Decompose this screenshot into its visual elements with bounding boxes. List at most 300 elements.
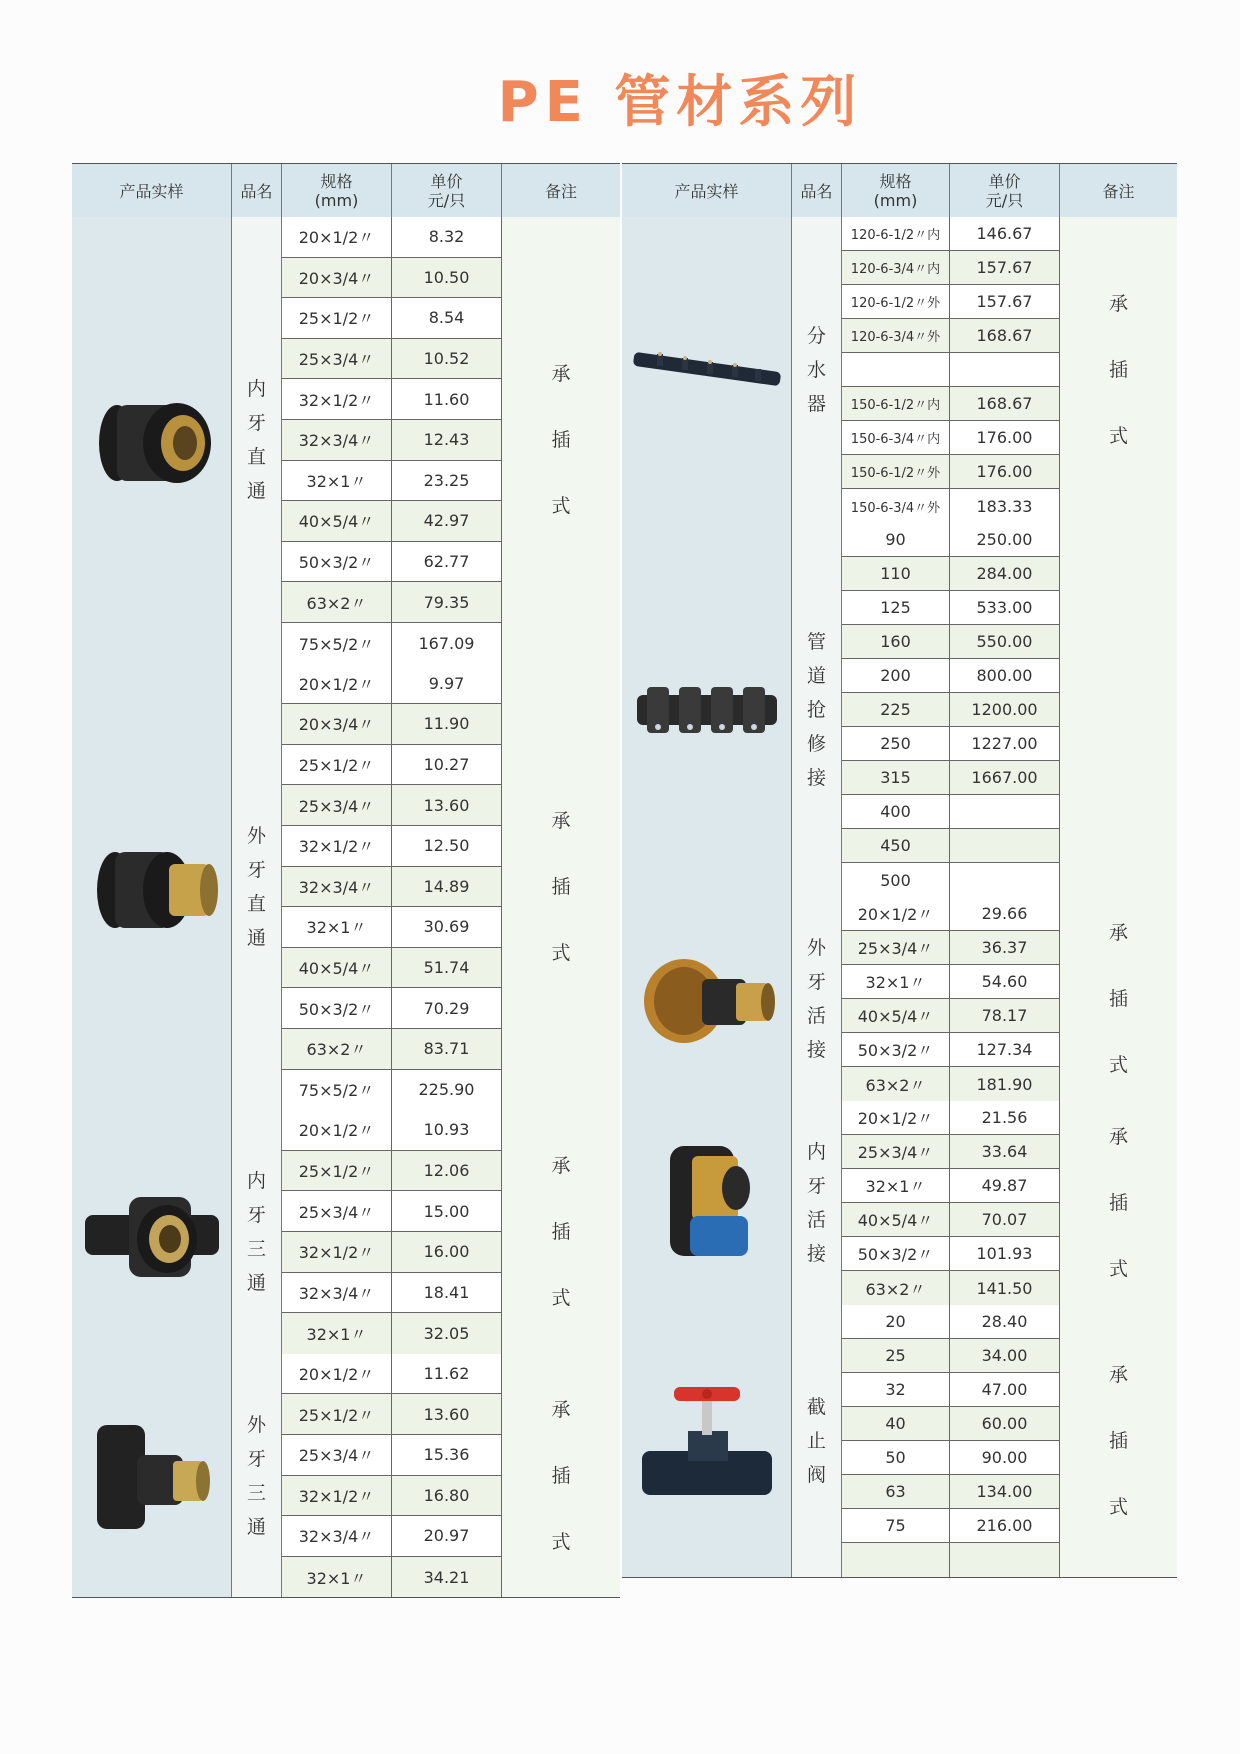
price-cell: 13.60 xyxy=(392,785,502,825)
table-row xyxy=(282,542,502,583)
spec-cell: 150-6-3/4〃内 xyxy=(842,421,950,454)
price-cell: 12.50 xyxy=(392,826,502,866)
note-char: 式 xyxy=(551,495,571,518)
product-name-char: 截 xyxy=(806,1396,826,1418)
spec-cell: 450 xyxy=(842,829,950,862)
spec-cell: 32×1〃 xyxy=(842,965,950,998)
product-image xyxy=(627,310,787,430)
price-cell: 101.93 xyxy=(950,1237,1060,1270)
note-cell xyxy=(1060,523,1177,897)
product-image xyxy=(77,375,227,505)
product-name-char: 止 xyxy=(806,1430,826,1452)
table-row xyxy=(282,1516,502,1557)
product-photo xyxy=(622,897,792,1101)
table-row xyxy=(842,999,1060,1033)
product-name-char: 通 xyxy=(246,480,266,503)
note-char: 插 xyxy=(1108,988,1128,1010)
table-row xyxy=(282,1191,502,1232)
table-row xyxy=(842,1033,1060,1067)
spec-cell: 32×1/2〃 xyxy=(282,826,392,866)
table-row xyxy=(282,298,502,339)
note-char: 插 xyxy=(551,1220,571,1243)
table-header xyxy=(72,163,620,219)
spec-cell: 32×3/4〃 xyxy=(282,420,392,460)
spec-cell: 120-6-3/4〃内 xyxy=(842,251,950,284)
product-name xyxy=(232,1110,282,1354)
header-price: 单价 元/只 xyxy=(950,164,1060,218)
product-name-char: 牙 xyxy=(246,858,266,881)
price-cell: 146.67 xyxy=(950,217,1060,250)
price-cell: 11.60 xyxy=(392,379,502,419)
table-row xyxy=(842,1475,1060,1509)
spec-cell: 32 xyxy=(842,1373,950,1406)
product-name xyxy=(792,217,842,523)
spec-cell: 40×5/4〃 xyxy=(842,1203,950,1236)
product-name-char: 外 xyxy=(246,1413,266,1436)
spec-cell: 20×1/2〃 xyxy=(842,897,950,930)
product-name-char: 牙 xyxy=(806,971,826,993)
note-cell xyxy=(1060,217,1177,523)
product-name-char: 通 xyxy=(246,1515,266,1538)
spec-cell: 25×3/4〃 xyxy=(842,1135,950,1168)
spec-cell: 40×5/4〃 xyxy=(842,999,950,1032)
spec-cell: 150-6-1/2〃外 xyxy=(842,455,950,488)
price-cell: 49.87 xyxy=(950,1169,1060,1202)
spec-cell: 63×2〃 xyxy=(842,1067,950,1101)
spec-cell: 25×3/4〃 xyxy=(282,1435,392,1475)
product-name-char: 分 xyxy=(806,325,826,347)
product-name-char: 外 xyxy=(246,824,266,847)
table-row xyxy=(282,501,502,542)
table-row xyxy=(282,582,502,623)
price-cell: 157.67 xyxy=(950,285,1060,318)
product-name xyxy=(792,1101,842,1305)
note-char: 插 xyxy=(1108,1430,1128,1452)
product-name-char: 活 xyxy=(806,1005,826,1027)
header-name: 品名 xyxy=(792,164,842,218)
price-cell: 250.00 xyxy=(950,523,1060,556)
price-cell: 54.60 xyxy=(950,965,1060,998)
note-char: 插 xyxy=(551,875,571,898)
price-cell: 15.00 xyxy=(392,1191,502,1231)
price-cell: 168.67 xyxy=(950,387,1060,420)
price-cell: 29.66 xyxy=(950,897,1060,930)
product-photo xyxy=(72,1110,232,1354)
spec-cell xyxy=(842,353,950,386)
price-cell: 11.62 xyxy=(392,1354,502,1394)
product-photo xyxy=(72,664,232,1111)
note-cell xyxy=(502,1110,620,1354)
spec-cell: 90 xyxy=(842,523,950,556)
price-cell: 181.90 xyxy=(950,1067,1060,1101)
price-cell: 42.97 xyxy=(392,501,502,541)
table-row xyxy=(282,379,502,420)
table-row xyxy=(842,557,1060,591)
table-row xyxy=(282,1435,502,1476)
spec-cell: 63×2〃 xyxy=(842,1271,950,1305)
note-char: 承 xyxy=(551,363,571,386)
note-char: 承 xyxy=(1108,1364,1128,1386)
price-cell: 216.00 xyxy=(950,1509,1060,1542)
price-cell: 800.00 xyxy=(950,659,1060,692)
table-row xyxy=(842,1407,1060,1441)
table-row xyxy=(842,1237,1060,1271)
spec-cell: 200 xyxy=(842,659,950,692)
table-row xyxy=(282,1476,502,1517)
table-row xyxy=(282,1273,502,1314)
product-name-char: 接 xyxy=(806,767,826,789)
note-char: 式 xyxy=(1108,1258,1128,1280)
table-row xyxy=(842,591,1060,625)
price-cell xyxy=(950,795,1060,828)
price-cell xyxy=(950,1543,1060,1577)
price-cell: 141.50 xyxy=(950,1271,1060,1305)
price-cell: 8.54 xyxy=(392,298,502,338)
note-cell xyxy=(1060,897,1177,1101)
table-row xyxy=(282,1313,502,1354)
product-name xyxy=(232,664,282,1111)
note-char: 式 xyxy=(1108,1496,1128,1518)
table-row xyxy=(282,1557,502,1598)
table-row xyxy=(282,339,502,380)
note-char: 式 xyxy=(1108,1054,1128,1076)
table-row xyxy=(842,829,1060,863)
product-group xyxy=(72,664,620,1112)
spec-cell: 20×1/2〃 xyxy=(842,1101,950,1134)
table-row xyxy=(842,455,1060,489)
product-name-char: 通 xyxy=(246,926,266,949)
spec-cell: 500 xyxy=(842,863,950,897)
price-cell: 70.29 xyxy=(392,988,502,1028)
product-photo xyxy=(622,1305,792,1577)
price-cell: 11.90 xyxy=(392,704,502,744)
spec-cell: 250 xyxy=(842,727,950,760)
table-row xyxy=(282,745,502,786)
price-cell xyxy=(950,863,1060,897)
price-cell: 127.34 xyxy=(950,1033,1060,1066)
note-char: 式 xyxy=(551,941,571,964)
spec-cell: 63×2〃 xyxy=(282,582,392,622)
product-name xyxy=(792,1305,842,1577)
table-row xyxy=(842,727,1060,761)
table-row xyxy=(282,1070,502,1111)
price-cell: 33.64 xyxy=(950,1135,1060,1168)
price-cell: 1227.00 xyxy=(950,727,1060,760)
table-row xyxy=(842,625,1060,659)
spec-cell xyxy=(842,1543,950,1577)
price-cell: 183.33 xyxy=(950,489,1060,523)
spec-cell: 25×1/2〃 xyxy=(282,745,392,785)
product-name-char: 牙 xyxy=(246,1447,266,1470)
price-cell: 533.00 xyxy=(950,591,1060,624)
price-cell: 12.06 xyxy=(392,1151,502,1191)
table-row xyxy=(842,1135,1060,1169)
price-cell: 83.71 xyxy=(392,1029,502,1069)
table-row xyxy=(282,907,502,948)
spec-cell: 32×1〃 xyxy=(282,907,392,947)
table-row xyxy=(842,387,1060,421)
spec-cell: 120-6-1/2〃内 xyxy=(842,217,950,250)
price-cell: 550.00 xyxy=(950,625,1060,658)
price-cell: 20.97 xyxy=(392,1516,502,1556)
price-cell: 51.74 xyxy=(392,948,502,988)
spec-cell: 75×5/2〃 xyxy=(282,623,392,664)
note-char: 插 xyxy=(1108,359,1128,381)
spec-cell: 225 xyxy=(842,693,950,726)
spec-cell: 20×3/4〃 xyxy=(282,704,392,744)
table-row xyxy=(282,826,502,867)
product-name-char: 通 xyxy=(246,1271,266,1294)
spec-cell: 25×1/2〃 xyxy=(282,1394,392,1434)
spec-cell: 25×1/2〃 xyxy=(282,1151,392,1191)
table-row xyxy=(842,795,1060,829)
product-name-char: 器 xyxy=(806,393,826,415)
table-row xyxy=(842,1339,1060,1373)
spec-cell: 25×1/2〃 xyxy=(282,298,392,338)
table-row xyxy=(282,1394,502,1435)
price-cell: 28.40 xyxy=(950,1305,1060,1338)
product-image xyxy=(77,1167,227,1297)
product-name-char: 活 xyxy=(806,1209,826,1231)
price-cell: 167.09 xyxy=(392,623,502,664)
spec-cell: 40×5/4〃 xyxy=(282,501,392,541)
note-cell xyxy=(502,664,620,1111)
header-spec: 规格 (mm) xyxy=(282,164,392,218)
spec-cell: 120-6-1/2〃外 xyxy=(842,285,950,318)
table-row xyxy=(282,785,502,826)
price-cell: 1667.00 xyxy=(950,761,1060,794)
price-cell: 18.41 xyxy=(392,1273,502,1313)
price-cell: 23.25 xyxy=(392,461,502,501)
header-spec: 规格 (mm) xyxy=(842,164,950,218)
price-cell: 36.37 xyxy=(950,931,1060,964)
spec-cell: 50 xyxy=(842,1441,950,1474)
product-image xyxy=(632,1128,782,1278)
spec-cell: 63×2〃 xyxy=(282,1029,392,1069)
spec-cell: 50×3/2〃 xyxy=(282,542,392,582)
price-cell: 34.21 xyxy=(392,1557,502,1598)
spec-cell: 315 xyxy=(842,761,950,794)
price-cell: 176.00 xyxy=(950,421,1060,454)
spec-cell: 75 xyxy=(842,1509,950,1542)
product-name-char: 接 xyxy=(806,1243,826,1265)
note-char: 式 xyxy=(551,1530,571,1553)
table-row xyxy=(842,1441,1060,1475)
spec-cell: 50×3/2〃 xyxy=(282,988,392,1028)
table-row xyxy=(842,863,1060,897)
table-row xyxy=(842,1373,1060,1407)
product-name-char: 直 xyxy=(246,446,266,469)
price-cell: 30.69 xyxy=(392,907,502,947)
product-name-char: 牙 xyxy=(246,412,266,435)
note-cell xyxy=(502,1354,620,1598)
spec-cell: 125 xyxy=(842,591,950,624)
table-row xyxy=(282,988,502,1029)
spec-cell: 160 xyxy=(842,625,950,658)
price-cell: 78.17 xyxy=(950,999,1060,1032)
table-row xyxy=(842,251,1060,285)
table-row xyxy=(282,704,502,745)
product-group xyxy=(622,1101,1177,1306)
price-cell: 168.67 xyxy=(950,319,1060,352)
spec-cell: 25×3/4〃 xyxy=(282,1191,392,1231)
table-row xyxy=(282,1151,502,1192)
product-group xyxy=(72,1110,620,1355)
product-name-char: 内 xyxy=(246,1169,266,1192)
spec-cell: 32×1/2〃 xyxy=(282,1232,392,1272)
spec-cell: 32×1〃 xyxy=(282,461,392,501)
price-cell: 70.07 xyxy=(950,1203,1060,1236)
note-char: 承 xyxy=(551,809,571,832)
product-photo xyxy=(622,523,792,897)
price-cell: 79.35 xyxy=(392,582,502,622)
table-row xyxy=(842,1509,1060,1543)
header-photo: 产品实样 xyxy=(72,164,232,218)
spec-cell: 20 xyxy=(842,1305,950,1338)
price-cell: 176.00 xyxy=(950,455,1060,488)
price-cell: 16.80 xyxy=(392,1476,502,1516)
spec-cell: 150-6-1/2〃内 xyxy=(842,387,950,420)
page-title: PE 管材系列 xyxy=(497,70,863,135)
product-name-char: 水 xyxy=(806,359,826,381)
table-row xyxy=(842,965,1060,999)
price-cell: 12.43 xyxy=(392,420,502,460)
product-name-char: 牙 xyxy=(246,1203,266,1226)
note-cell xyxy=(1060,1305,1177,1577)
right-table xyxy=(622,163,1177,1585)
spec-cell: 32×3/4〃 xyxy=(282,867,392,907)
product-group xyxy=(72,1354,620,1599)
spec-cell: 20×3/4〃 xyxy=(282,258,392,298)
price-cell: 1200.00 xyxy=(950,693,1060,726)
spec-cell: 63 xyxy=(842,1475,950,1508)
spec-cell: 32×1〃 xyxy=(842,1169,950,1202)
table-row xyxy=(842,285,1060,319)
spec-cell: 40 xyxy=(842,1407,950,1440)
table-row xyxy=(282,1110,502,1151)
note-char: 承 xyxy=(551,1154,571,1177)
price-cell: 13.60 xyxy=(392,1394,502,1434)
product-name-char: 内 xyxy=(246,378,266,401)
product-name-char: 直 xyxy=(246,892,266,915)
price-cell: 10.50 xyxy=(392,258,502,298)
product-image xyxy=(632,1361,782,1521)
product-group xyxy=(622,217,1177,524)
product-name-char: 外 xyxy=(806,937,826,959)
product-name-char: 三 xyxy=(246,1481,266,1504)
note-char: 式 xyxy=(1108,425,1128,447)
product-group xyxy=(622,897,1177,1102)
table-row xyxy=(842,319,1060,353)
price-cell: 10.93 xyxy=(392,1110,502,1150)
product-name xyxy=(232,1354,282,1598)
product-name-char: 牙 xyxy=(806,1175,826,1197)
spec-cell: 75×5/2〃 xyxy=(282,1070,392,1111)
header-price: 单价 元/只 xyxy=(392,164,502,218)
spec-cell: 32×1〃 xyxy=(282,1557,392,1598)
product-name-char: 内 xyxy=(806,1141,826,1163)
table-row xyxy=(842,421,1060,455)
price-cell: 62.77 xyxy=(392,542,502,582)
product-name xyxy=(792,523,842,897)
product-name-char: 三 xyxy=(246,1237,266,1260)
header-note: 备注 xyxy=(1102,181,1135,201)
product-name-char: 道 xyxy=(806,665,826,687)
product-name-char: 修 xyxy=(806,733,826,755)
note-cell xyxy=(1060,1101,1177,1305)
table-row xyxy=(842,1067,1060,1101)
price-cell: 47.00 xyxy=(950,1373,1060,1406)
product-group xyxy=(622,523,1177,898)
spec-cell: 32×1/2〃 xyxy=(282,379,392,419)
table-row xyxy=(842,897,1060,931)
price-cell: 21.56 xyxy=(950,1101,1060,1134)
table-row xyxy=(842,353,1060,387)
product-name xyxy=(792,897,842,1101)
product-group xyxy=(622,1305,1177,1578)
table-row xyxy=(842,761,1060,795)
table-row xyxy=(282,948,502,989)
table-row xyxy=(282,1232,502,1273)
spec-cell: 400 xyxy=(842,795,950,828)
note-char: 承 xyxy=(551,1398,571,1421)
product-photo xyxy=(622,1101,792,1305)
product-image xyxy=(77,822,227,952)
price-cell: 34.00 xyxy=(950,1339,1060,1372)
spec-cell: 25×3/4〃 xyxy=(282,785,392,825)
table-row xyxy=(282,1354,502,1395)
price-cell: 9.97 xyxy=(392,664,502,704)
note-char: 承 xyxy=(1108,1126,1128,1148)
table-row xyxy=(282,623,502,664)
product-name-char: 抢 xyxy=(806,699,826,721)
left-table xyxy=(72,163,620,1588)
spec-cell: 20×1/2〃 xyxy=(282,1354,392,1394)
product-photo xyxy=(622,217,792,523)
spec-cell: 110 xyxy=(842,557,950,590)
price-cell: 14.89 xyxy=(392,867,502,907)
spec-cell: 50×3/2〃 xyxy=(842,1033,950,1066)
header-photo: 产品实样 xyxy=(622,164,792,218)
spec-cell: 25 xyxy=(842,1339,950,1372)
note-char: 承 xyxy=(1108,922,1128,944)
price-cell: 225.90 xyxy=(392,1070,502,1111)
product-name-char: 接 xyxy=(806,1039,826,1061)
spec-cell: 20×1/2〃 xyxy=(282,664,392,704)
table-row xyxy=(842,931,1060,965)
spec-cell: 32×3/4〃 xyxy=(282,1516,392,1556)
product-group xyxy=(72,217,620,665)
price-cell: 284.00 xyxy=(950,557,1060,590)
table-row xyxy=(282,867,502,908)
spec-cell: 32×3/4〃 xyxy=(282,1273,392,1313)
table-row xyxy=(282,420,502,461)
product-name-char: 阀 xyxy=(806,1464,826,1486)
table-row xyxy=(842,1305,1060,1339)
table-row xyxy=(282,664,502,705)
table-row xyxy=(842,693,1060,727)
spec-cell: 20×1/2〃 xyxy=(282,1110,392,1150)
table-row xyxy=(842,1203,1060,1237)
spec-cell: 25×3/4〃 xyxy=(282,339,392,379)
table-row xyxy=(282,1029,502,1070)
header-name: 品名 xyxy=(232,164,282,218)
price-cell: 10.27 xyxy=(392,745,502,785)
price-cell: 60.00 xyxy=(950,1407,1060,1440)
spec-cell: 50×3/2〃 xyxy=(842,1237,950,1270)
price-cell: 90.00 xyxy=(950,1441,1060,1474)
spec-cell: 32×1〃 xyxy=(282,1313,392,1354)
